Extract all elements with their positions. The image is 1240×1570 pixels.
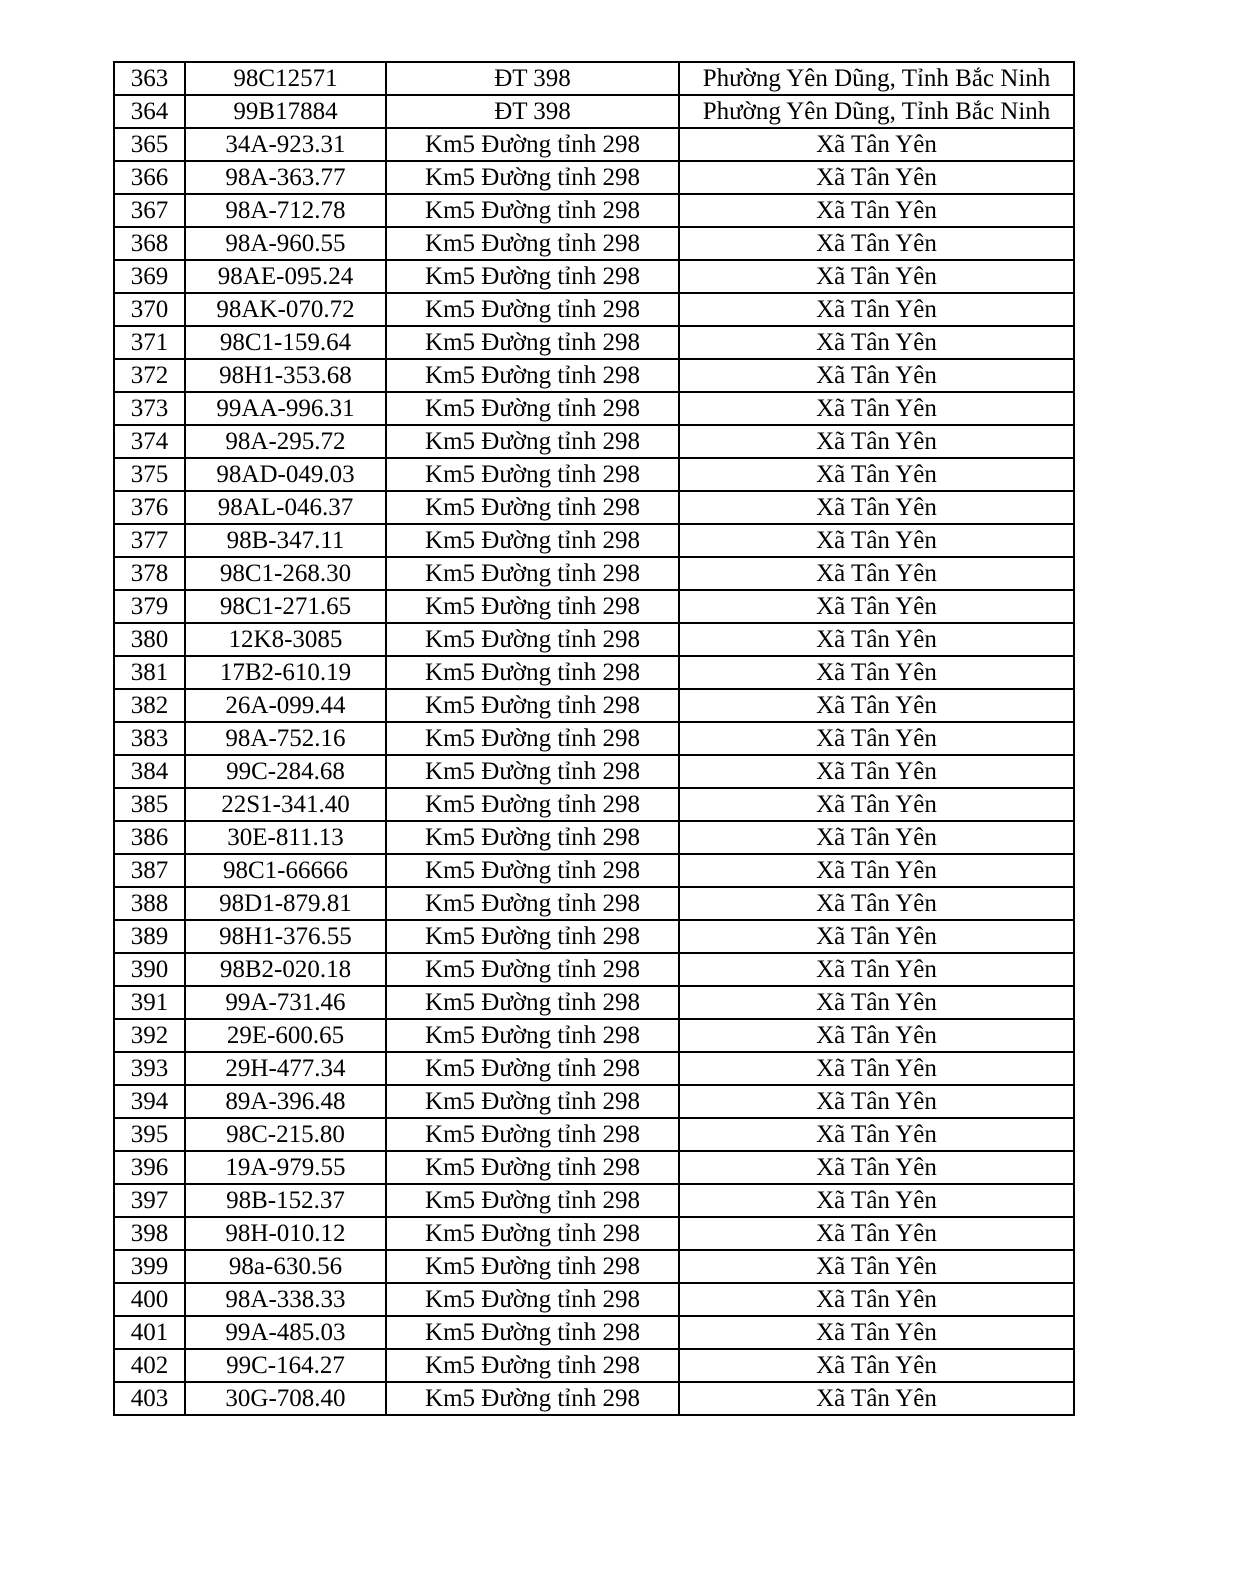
table-row <box>114 887 1074 920</box>
cell-index: 374 <box>114 425 185 458</box>
cell-location: Km5 Đường tỉnh 298 <box>386 128 679 161</box>
cell-plate-number: 99B17884 <box>185 95 386 128</box>
cell-commune: Xã Tân Yên <box>679 887 1074 920</box>
cell-commune: Xã Tân Yên <box>679 326 1074 359</box>
cell-plate-number: 17B2-610.19 <box>185 656 386 689</box>
cell-index: 388 <box>114 887 185 920</box>
cell-plate-number: 98H1-353.68 <box>185 359 386 392</box>
cell-plate-number: 98B-347.11 <box>185 524 386 557</box>
cell-commune: Xã Tân Yên <box>679 557 1074 590</box>
cell-location: Km5 Đường tỉnh 298 <box>386 425 679 458</box>
cell-commune: Xã Tân Yên <box>679 821 1074 854</box>
cell-commune: Xã Tân Yên <box>679 755 1074 788</box>
cell-index: 400 <box>114 1283 185 1316</box>
cell-commune: Xã Tân Yên <box>679 590 1074 623</box>
cell-plate-number: 98A-363.77 <box>185 161 386 194</box>
table-row <box>114 491 1074 524</box>
cell-index: 399 <box>114 1250 185 1283</box>
cell-plate-number: 98AE-095.24 <box>185 260 386 293</box>
table-row <box>114 1151 1074 1184</box>
cell-plate-number: 98C1-271.65 <box>185 590 386 623</box>
cell-location: Km5 Đường tỉnh 298 <box>386 821 679 854</box>
cell-location: Km5 Đường tỉnh 298 <box>386 1250 679 1283</box>
cell-location: Km5 Đường tỉnh 298 <box>386 623 679 656</box>
cell-location: Km5 Đường tỉnh 298 <box>386 920 679 953</box>
cell-plate-number: 98AK-070.72 <box>185 293 386 326</box>
cell-plate-number: 98A-295.72 <box>185 425 386 458</box>
cell-plate-number: 98A-960.55 <box>185 227 386 260</box>
document-table <box>113 61 1075 1416</box>
cell-location: Km5 Đường tỉnh 298 <box>386 1052 679 1085</box>
cell-plate-number: 98D1-879.81 <box>185 887 386 920</box>
cell-index: 390 <box>114 953 185 986</box>
cell-commune: Xã Tân Yên <box>679 1283 1074 1316</box>
cell-commune: Xã Tân Yên <box>679 1250 1074 1283</box>
cell-location: Km5 Đường tỉnh 298 <box>386 1283 679 1316</box>
cell-location: ĐT 398 <box>386 95 679 128</box>
cell-plate-number: 34A-923.31 <box>185 128 386 161</box>
cell-location: Km5 Đường tỉnh 298 <box>386 293 679 326</box>
cell-commune: Xã Tân Yên <box>679 1349 1074 1382</box>
cell-index: 384 <box>114 755 185 788</box>
table-row <box>114 854 1074 887</box>
cell-plate-number: 98C1-268.30 <box>185 557 386 590</box>
cell-plate-number: 98a-630.56 <box>185 1250 386 1283</box>
cell-commune: Xã Tân Yên <box>679 656 1074 689</box>
cell-location: Km5 Đường tỉnh 298 <box>386 194 679 227</box>
cell-index: 387 <box>114 854 185 887</box>
table-row <box>114 1052 1074 1085</box>
cell-location: Km5 Đường tỉnh 298 <box>386 1085 679 1118</box>
cell-commune: Xã Tân Yên <box>679 986 1074 1019</box>
cell-plate-number: 30E-811.13 <box>185 821 386 854</box>
cell-index: 379 <box>114 590 185 623</box>
cell-commune: Xã Tân Yên <box>679 1118 1074 1151</box>
cell-index: 369 <box>114 260 185 293</box>
cell-index: 386 <box>114 821 185 854</box>
cell-commune: Xã Tân Yên <box>679 293 1074 326</box>
cell-plate-number: 99A-485.03 <box>185 1316 386 1349</box>
cell-location: Km5 Đường tỉnh 298 <box>386 656 679 689</box>
table-body <box>114 62 1074 1415</box>
table-row <box>114 722 1074 755</box>
cell-plate-number: 98AD-049.03 <box>185 458 386 491</box>
cell-plate-number: 98B2-020.18 <box>185 953 386 986</box>
cell-commune: Xã Tân Yên <box>679 1316 1074 1349</box>
cell-location: Km5 Đường tỉnh 298 <box>386 590 679 623</box>
table-row <box>114 557 1074 590</box>
cell-location: Km5 Đường tỉnh 298 <box>386 1118 679 1151</box>
cell-commune: Xã Tân Yên <box>679 491 1074 524</box>
cell-index: 364 <box>114 95 185 128</box>
cell-plate-number: 98A-338.33 <box>185 1283 386 1316</box>
cell-commune: Xã Tân Yên <box>679 1085 1074 1118</box>
cell-location: Km5 Đường tỉnh 298 <box>386 458 679 491</box>
cell-index: 403 <box>114 1382 185 1415</box>
table-row <box>114 1382 1074 1415</box>
table-row <box>114 1217 1074 1250</box>
cell-location: Km5 Đường tỉnh 298 <box>386 1019 679 1052</box>
table-row <box>114 293 1074 326</box>
cell-commune: Xã Tân Yên <box>679 524 1074 557</box>
cell-index: 396 <box>114 1151 185 1184</box>
cell-location: Km5 Đường tỉnh 298 <box>386 557 679 590</box>
table-row <box>114 161 1074 194</box>
table-row <box>114 1349 1074 1382</box>
cell-commune: Phường Yên Dũng, Tỉnh Bắc Ninh <box>679 95 1074 128</box>
cell-location: Km5 Đường tỉnh 298 <box>386 722 679 755</box>
cell-index: 394 <box>114 1085 185 1118</box>
table-row <box>114 128 1074 161</box>
cell-index: 401 <box>114 1316 185 1349</box>
cell-location: Km5 Đường tỉnh 298 <box>386 161 679 194</box>
table-row <box>114 821 1074 854</box>
cell-commune: Xã Tân Yên <box>679 1052 1074 1085</box>
table-row <box>114 590 1074 623</box>
cell-location: Km5 Đường tỉnh 298 <box>386 755 679 788</box>
cell-index: 375 <box>114 458 185 491</box>
cell-location: Km5 Đường tỉnh 298 <box>386 1316 679 1349</box>
cell-plate-number: 29E-600.65 <box>185 1019 386 1052</box>
cell-commune: Xã Tân Yên <box>679 227 1074 260</box>
cell-index: 389 <box>114 920 185 953</box>
cell-location: Km5 Đường tỉnh 298 <box>386 227 679 260</box>
cell-commune: Xã Tân Yên <box>679 392 1074 425</box>
cell-index: 365 <box>114 128 185 161</box>
table-row <box>114 392 1074 425</box>
cell-plate-number: 22S1-341.40 <box>185 788 386 821</box>
cell-index: 373 <box>114 392 185 425</box>
cell-commune: Xã Tân Yên <box>679 689 1074 722</box>
table-row <box>114 326 1074 359</box>
cell-index: 370 <box>114 293 185 326</box>
cell-commune: Xã Tân Yên <box>679 1151 1074 1184</box>
cell-index: 402 <box>114 1349 185 1382</box>
table-row <box>114 260 1074 293</box>
cell-location: Km5 Đường tỉnh 298 <box>386 1217 679 1250</box>
cell-location: Km5 Đường tỉnh 298 <box>386 953 679 986</box>
cell-plate-number: 99C-284.68 <box>185 755 386 788</box>
cell-index: 398 <box>114 1217 185 1250</box>
cell-commune: Xã Tân Yên <box>679 425 1074 458</box>
cell-commune: Xã Tân Yên <box>679 458 1074 491</box>
cell-index: 391 <box>114 986 185 1019</box>
table-row <box>114 1184 1074 1217</box>
cell-commune: Xã Tân Yên <box>679 920 1074 953</box>
cell-plate-number: 98C1-159.64 <box>185 326 386 359</box>
table-row <box>114 788 1074 821</box>
cell-index: 378 <box>114 557 185 590</box>
cell-location: Km5 Đường tỉnh 298 <box>386 986 679 1019</box>
table-row <box>114 227 1074 260</box>
cell-index: 380 <box>114 623 185 656</box>
cell-commune: Xã Tân Yên <box>679 854 1074 887</box>
cell-location: Km5 Đường tỉnh 298 <box>386 359 679 392</box>
table-row <box>114 689 1074 722</box>
table-row <box>114 986 1074 1019</box>
cell-location: Km5 Đường tỉnh 298 <box>386 1349 679 1382</box>
table-row <box>114 359 1074 392</box>
cell-location: Km5 Đường tỉnh 298 <box>386 326 679 359</box>
cell-plate-number: 98C-215.80 <box>185 1118 386 1151</box>
cell-plate-number: 98C12571 <box>185 62 386 95</box>
cell-location: Km5 Đường tỉnh 298 <box>386 524 679 557</box>
cell-index: 371 <box>114 326 185 359</box>
table-row <box>114 95 1074 128</box>
table-row <box>114 755 1074 788</box>
cell-commune: Xã Tân Yên <box>679 1217 1074 1250</box>
table-row <box>114 425 1074 458</box>
cell-commune: Xã Tân Yên <box>679 1019 1074 1052</box>
cell-plate-number: 99A-731.46 <box>185 986 386 1019</box>
cell-plate-number: 99AA-996.31 <box>185 392 386 425</box>
cell-index: 376 <box>114 491 185 524</box>
cell-index: 363 <box>114 62 185 95</box>
cell-plate-number: 98B-152.37 <box>185 1184 386 1217</box>
cell-location: Km5 Đường tỉnh 298 <box>386 1184 679 1217</box>
cell-plate-number: 98C1-66666 <box>185 854 386 887</box>
cell-plate-number: 19A-979.55 <box>185 1151 386 1184</box>
table-row <box>114 953 1074 986</box>
cell-index: 397 <box>114 1184 185 1217</box>
table-row <box>114 62 1074 95</box>
cell-commune: Xã Tân Yên <box>679 788 1074 821</box>
cell-plate-number: 29H-477.34 <box>185 1052 386 1085</box>
cell-commune: Xã Tân Yên <box>679 128 1074 161</box>
cell-commune: Xã Tân Yên <box>679 260 1074 293</box>
cell-location: ĐT 398 <box>386 62 679 95</box>
cell-commune: Xã Tân Yên <box>679 722 1074 755</box>
table-row <box>114 920 1074 953</box>
cell-index: 382 <box>114 689 185 722</box>
cell-location: Km5 Đường tỉnh 298 <box>386 1151 679 1184</box>
cell-plate-number: 98A-712.78 <box>185 194 386 227</box>
cell-index: 372 <box>114 359 185 392</box>
cell-index: 366 <box>114 161 185 194</box>
table-row <box>114 1250 1074 1283</box>
cell-index: 368 <box>114 227 185 260</box>
cell-commune: Xã Tân Yên <box>679 194 1074 227</box>
cell-index: 367 <box>114 194 185 227</box>
cell-commune: Xã Tân Yên <box>679 623 1074 656</box>
table-row <box>114 524 1074 557</box>
table-row <box>114 623 1074 656</box>
cell-commune: Xã Tân Yên <box>679 953 1074 986</box>
cell-plate-number: 30G-708.40 <box>185 1382 386 1415</box>
cell-commune: Xã Tân Yên <box>679 1184 1074 1217</box>
cell-index: 392 <box>114 1019 185 1052</box>
cell-location: Km5 Đường tỉnh 298 <box>386 788 679 821</box>
table-row <box>114 1085 1074 1118</box>
table-row <box>114 1118 1074 1151</box>
cell-plate-number: 98AL-046.37 <box>185 491 386 524</box>
cell-commune: Xã Tân Yên <box>679 359 1074 392</box>
cell-location: Km5 Đường tỉnh 298 <box>386 689 679 722</box>
table-row <box>114 458 1074 491</box>
cell-location: Km5 Đường tỉnh 298 <box>386 887 679 920</box>
cell-commune: Phường Yên Dũng, Tỉnh Bắc Ninh <box>679 62 1074 95</box>
table-row <box>114 1019 1074 1052</box>
table-row <box>114 1316 1074 1349</box>
table-row <box>114 194 1074 227</box>
cell-plate-number: 98A-752.16 <box>185 722 386 755</box>
cell-plate-number: 99C-164.27 <box>185 1349 386 1382</box>
cell-location: Km5 Đường tỉnh 298 <box>386 854 679 887</box>
cell-plate-number: 12K8-3085 <box>185 623 386 656</box>
cell-index: 381 <box>114 656 185 689</box>
cell-location: Km5 Đường tỉnh 298 <box>386 392 679 425</box>
cell-index: 393 <box>114 1052 185 1085</box>
cell-plate-number: 98H1-376.55 <box>185 920 386 953</box>
cell-index: 383 <box>114 722 185 755</box>
cell-plate-number: 26A-099.44 <box>185 689 386 722</box>
cell-index: 395 <box>114 1118 185 1151</box>
cell-commune: Xã Tân Yên <box>679 161 1074 194</box>
table-row <box>114 1283 1074 1316</box>
cell-location: Km5 Đường tỉnh 298 <box>386 260 679 293</box>
cell-index: 385 <box>114 788 185 821</box>
cell-location: Km5 Đường tỉnh 298 <box>386 491 679 524</box>
cell-location: Km5 Đường tỉnh 298 <box>386 1382 679 1415</box>
cell-plate-number: 98H-010.12 <box>185 1217 386 1250</box>
table-row <box>114 656 1074 689</box>
cell-commune: Xã Tân Yên <box>679 1382 1074 1415</box>
cell-plate-number: 89A-396.48 <box>185 1085 386 1118</box>
cell-index: 377 <box>114 524 185 557</box>
